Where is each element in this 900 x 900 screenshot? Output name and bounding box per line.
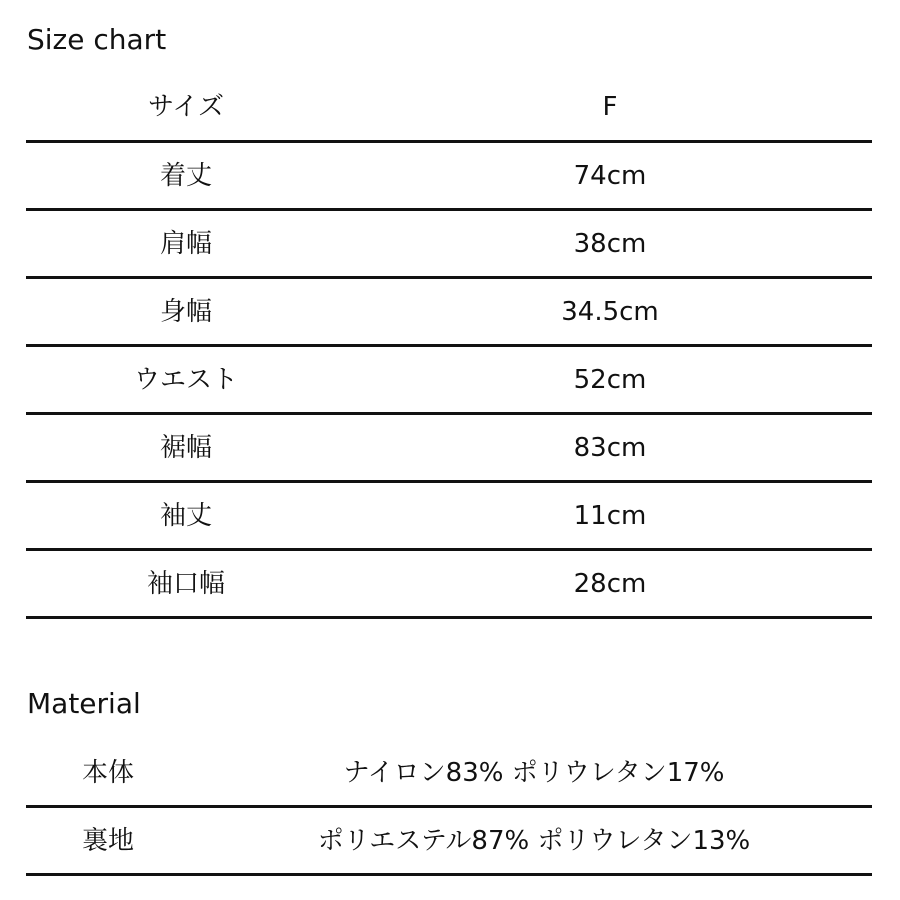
size-row-label: ウエスト: [133, 364, 238, 395]
size-row-value: 83cm: [573, 432, 647, 463]
size-row-label: 肩幅: [159, 228, 212, 259]
size-row-value: 74cm: [573, 160, 647, 191]
size-row-length: [26, 143, 872, 211]
size-row-label: 袖丈: [159, 500, 212, 531]
size-row-label: 着丈: [159, 160, 212, 191]
size-row-waist: [26, 347, 872, 415]
size-row-cuff-width: [26, 551, 872, 619]
size-row-value: 34.5cm: [561, 296, 659, 327]
size-row-chest: [26, 279, 872, 347]
size-row-value: 38cm: [573, 228, 647, 259]
material-table: [26, 740, 872, 876]
size-row-label: 裾幅: [159, 432, 212, 463]
size-chart-table: [26, 74, 872, 619]
size-row-shoulder: [26, 211, 872, 279]
size-row-hem: [26, 415, 872, 483]
size-row-label: 身幅: [159, 296, 212, 327]
size-header-value: F: [602, 92, 618, 122]
size-header-label: サイズ: [148, 92, 224, 122]
material-row-label: 裏地: [82, 825, 135, 856]
material-title: Material: [27, 687, 141, 720]
size-row-value: 52cm: [573, 364, 647, 395]
size-chart-title: Size chart: [27, 23, 167, 56]
material-row-label: 本体: [82, 757, 135, 788]
material-row-value: ポリエステル87% ポリウレタン13%: [317, 825, 751, 856]
size-row-sleeve-length: [26, 483, 872, 551]
material-row-lining: [26, 808, 872, 876]
material-row-body: [26, 740, 872, 808]
size-row-value: 11cm: [573, 500, 647, 531]
size-chart-header-row: [26, 74, 872, 143]
material-row-value: ナイロン83% ポリウレタン17%: [343, 757, 725, 788]
size-row-value: 28cm: [573, 568, 647, 599]
size-row-label: 袖口幅: [146, 568, 225, 599]
